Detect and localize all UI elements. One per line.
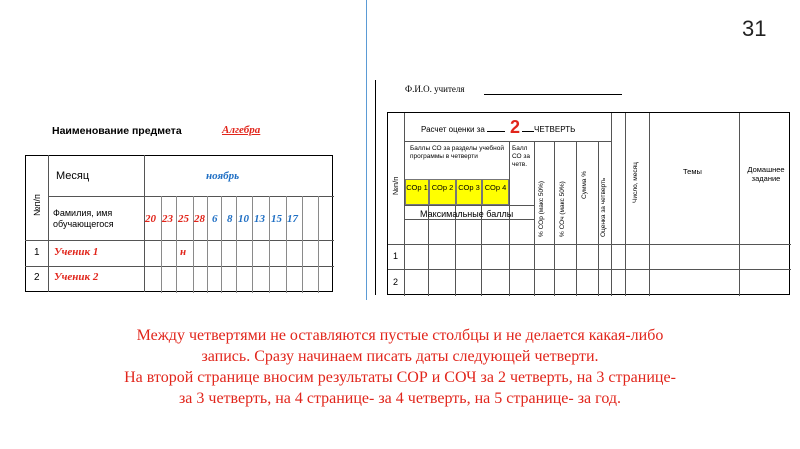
slide-number: 31 xyxy=(742,16,767,41)
quarter-grade-header: Оценка за четверть xyxy=(600,177,607,237)
sor-3: СОр 3 xyxy=(456,179,482,205)
date-25: 25 xyxy=(178,213,189,225)
col-number-header: №п/п xyxy=(32,194,42,216)
row-2-name: Ученик 2 xyxy=(54,271,99,283)
date-10: 10 xyxy=(238,213,249,225)
caption xyxy=(0,325,800,409)
sor-2: СОр 2 xyxy=(429,179,456,205)
row-2-number: 2 xyxy=(393,277,399,287)
subject-label: Наименование предмета xyxy=(52,125,182,137)
pct-sor-header: % СОр (макс 50%) xyxy=(538,180,545,237)
page-divider xyxy=(375,80,376,295)
blue-divider xyxy=(366,0,367,300)
col-number-header: №п/п xyxy=(391,176,400,195)
date-month-header: Число, месяц xyxy=(632,162,639,203)
calc-label xyxy=(421,125,505,134)
sum-pct-header: Сумма % xyxy=(581,170,588,199)
journal-table xyxy=(25,155,333,292)
caption-line-3: На второй странице вносим результаты СОР и СОЧ за 2 четверть, на 3 странице- xyxy=(124,369,676,386)
date-15: 15 xyxy=(271,213,282,225)
row-2-number: 2 xyxy=(34,272,40,283)
row-1-name: Ученик 1 xyxy=(54,246,99,258)
sor-4: СОр 4 xyxy=(482,179,509,205)
topics-header: Темы xyxy=(683,167,702,176)
student-name-label: Фамилия, имя обучающегося xyxy=(53,208,114,229)
teacher-label: Ф.И.О. учителя xyxy=(405,84,465,94)
caption-line-1: Между четвертями не оставляются пустые столбцы и не делается какая-либо xyxy=(136,327,664,344)
month-label: Месяц xyxy=(56,170,90,182)
date-28: 28 xyxy=(194,213,205,225)
date-6: 6 xyxy=(212,213,218,225)
row-1-number: 1 xyxy=(34,247,40,258)
date-20: 20 xyxy=(145,213,156,225)
homework-header: Домашнее задание xyxy=(747,165,785,183)
row-1-number: 1 xyxy=(393,251,399,261)
date-8: 8 xyxy=(227,213,233,225)
caption-line-2: запись. Сразу начинаем писать даты следующей четверти. xyxy=(201,348,599,365)
month-value: ноябрь xyxy=(206,170,240,182)
quarter-number: 2 xyxy=(510,117,521,137)
sor-section-label: Баллы СО за разделы учебной программы в четверти xyxy=(410,145,504,160)
subject-value: Алгебра xyxy=(222,124,261,136)
date-23: 23 xyxy=(162,213,173,225)
teacher-line xyxy=(484,94,622,95)
pct-soch-header: % СОч (макс 50%) xyxy=(559,181,566,237)
sor-1: СОр 1 xyxy=(405,179,429,205)
caption-line-4: за 3 четверть, на 4 странице- за 4 четверть, на 5 странице- за год. xyxy=(178,390,621,407)
assessment-table xyxy=(387,112,790,295)
calc-suffix: ЧЕТВЕРТЬ xyxy=(522,125,575,134)
date-17: 17 xyxy=(287,213,298,225)
calc-prefix: Расчет оценки за xyxy=(421,125,485,134)
row-1-mark: н xyxy=(180,246,187,258)
max-points-label: Максимальные баллы xyxy=(420,209,514,219)
date-13: 13 xyxy=(254,213,265,225)
soch-label: Балл СО за четв. xyxy=(512,145,531,168)
